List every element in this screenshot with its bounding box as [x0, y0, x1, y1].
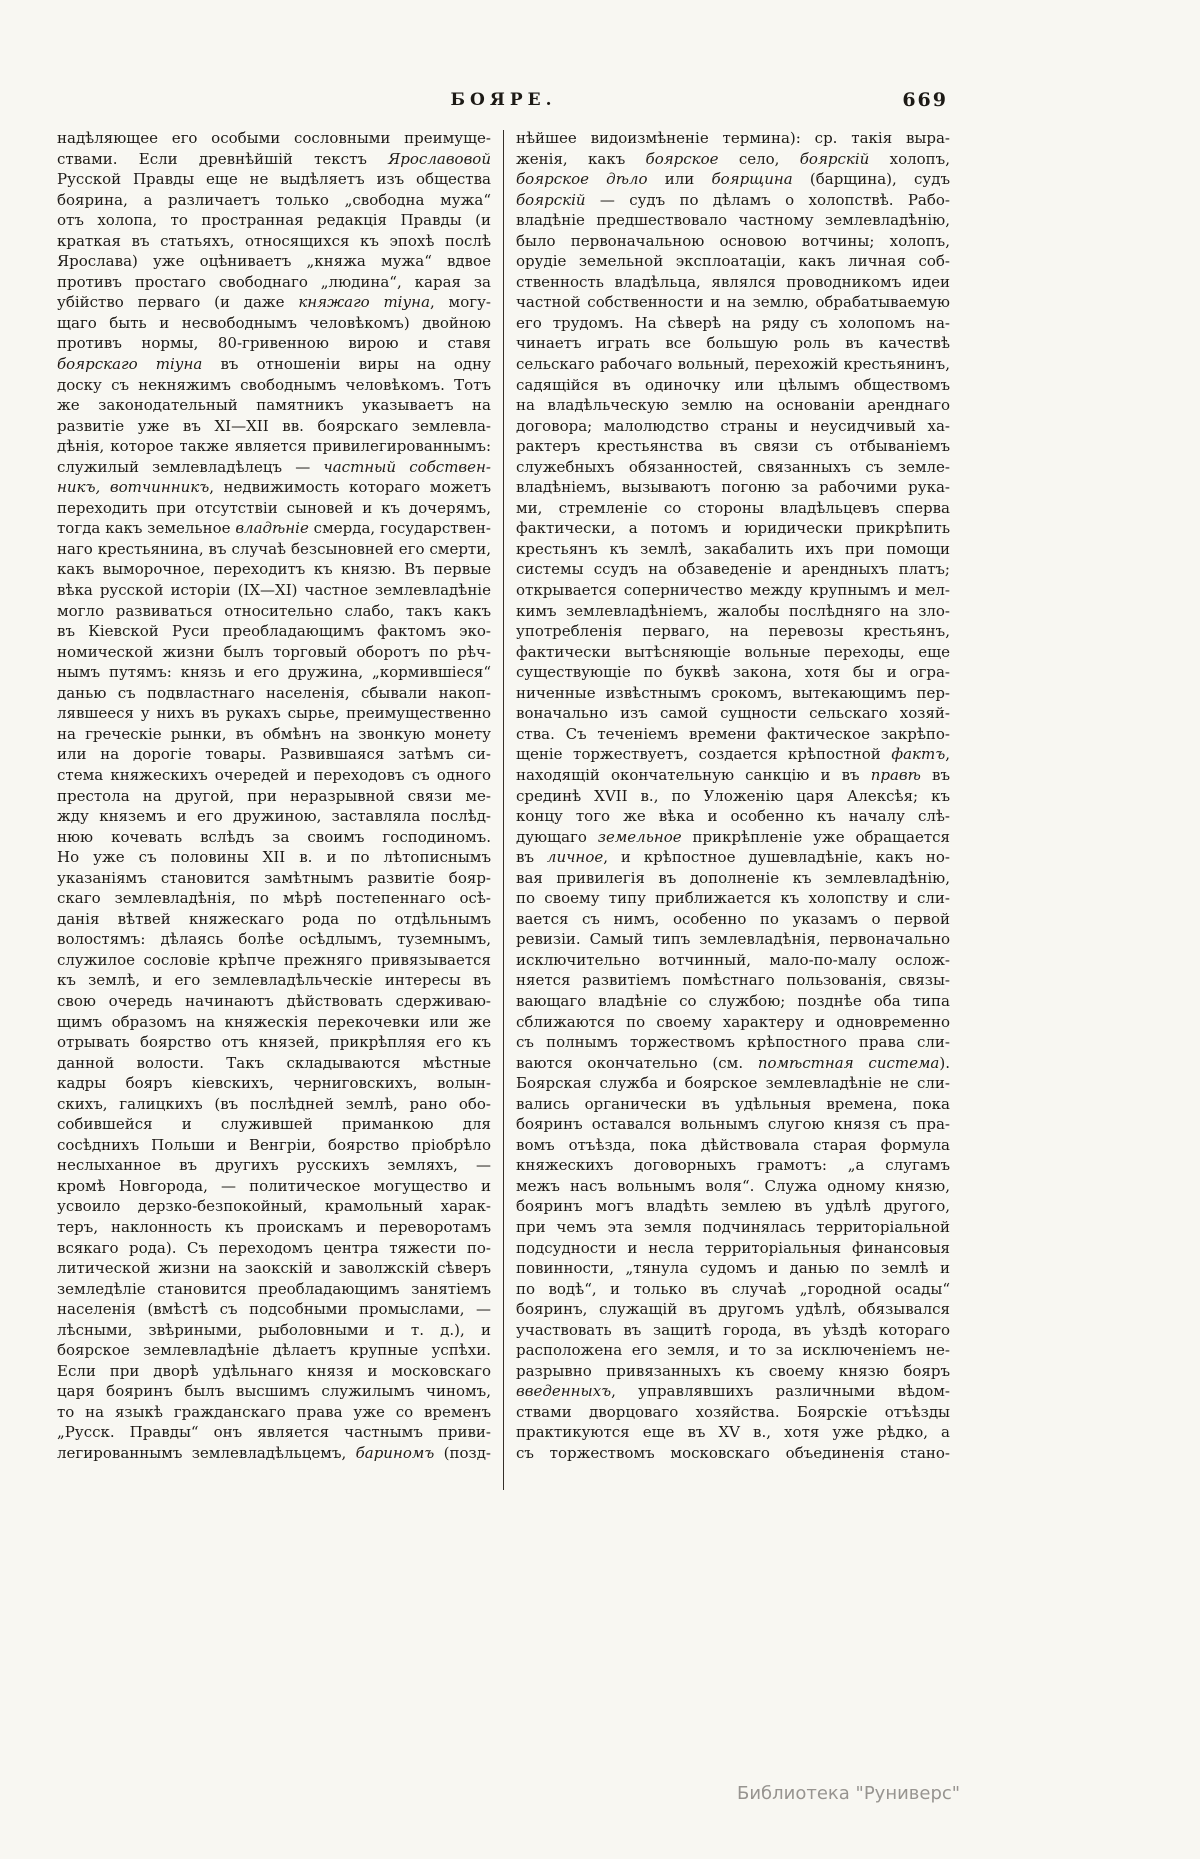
text-line: введенныхъ, управлявшихъ различными вѣдом-: [516, 1382, 950, 1401]
text-line: съ торжествомъ московскаго объединенія стано-: [516, 1444, 950, 1462]
library-watermark: Библиотека "Руниверс": [737, 1783, 961, 1804]
text-line: противъ нормы, 80-гривенною вирою и ставя: [57, 334, 491, 353]
text-line: номической жизни былъ торговый оборотъ по рѣч-: [57, 642, 491, 661]
text-line: кромѣ Новгорода, — политическое могущество и: [57, 1176, 491, 1195]
page-header-title: БОЯРЕ.: [450, 90, 557, 110]
text-line: отъ холопа, то пространная редакція Правды (и: [57, 211, 491, 230]
text-line: наго крестьянина, въ случаѣ безсыновней его смерти,: [57, 539, 491, 558]
left-column: [57, 128, 491, 1464]
text-line: находящій окончательную санкцію и въ правѣ въ: [516, 765, 950, 784]
text-line: могло развиваться относительно слабо, такъ какъ: [57, 601, 491, 620]
text-line: нѣйшее видоизмѣненіе термина): ср. такія выра-: [516, 129, 950, 147]
text-line: воначально изъ самой сущности сельскаго хозяй-: [516, 704, 950, 723]
text-line: владѣніе предшествовало частному землевладѣнію,: [516, 211, 950, 230]
text-line: собившейся и служившей приманкою для: [57, 1115, 491, 1134]
text-line: Если при дворѣ удѣльнаго князя и московскаго: [57, 1361, 491, 1380]
text-line: вая привилегія въ дополненіе къ землевладѣнію,: [516, 868, 950, 887]
text-line: царя бояринъ былъ высшимъ служилымъ чиномъ,: [57, 1382, 491, 1401]
text-line: участвовать въ защитѣ города, въ уѣздѣ котораго: [516, 1320, 950, 1339]
text-line: убійство перваго (и даже княжаго тіуна, могу-: [57, 293, 491, 312]
text-line: съ полнымъ торжествомъ крѣпостного права сли-: [516, 1033, 950, 1052]
text-line: было первоначальною основою вотчины; холопъ,: [516, 231, 950, 250]
text-line: лѣсными, звѣриными, рыболовными и т. д.), и: [57, 1320, 491, 1339]
text-line: ствами. Если древнѣйшій текстъ Ярославовой: [57, 149, 491, 168]
text-line: противъ простаго свободнаго „людина“, карая за: [57, 272, 491, 291]
text-line: вается съ нимъ, особенно по указамъ о первой: [516, 909, 950, 928]
text-line: концу того же вѣка и особенно къ началу слѣ-: [516, 807, 950, 826]
text-line: орудіе земельной эксплоатаціи, какъ личная соб-: [516, 252, 950, 271]
text-line: свою очередь начинаютъ дѣйствовать сдерживаю-: [57, 991, 491, 1010]
text-line: подсудности и несла территоріальныя финансовыя: [516, 1238, 950, 1257]
text-line: Но уже съ половины XII в. и по лѣтописнымъ: [57, 848, 491, 867]
text-line: боярское дѣло или боярщина (барщина), судъ: [516, 170, 951, 189]
text-line: въ личное, и крѣпостное душевладѣніе, какъ но-: [516, 848, 950, 867]
text-line: боярскій — судъ по дѣламъ о холопствѣ. Рабо-: [516, 190, 950, 209]
text-line: же законодательный памятникъ указываетъ на: [57, 396, 491, 415]
text-line: легированнымъ землевладѣльцемъ, бариномъ (позд-: [57, 1444, 491, 1462]
text-line: теръ, наклонность къ проискамъ и переворотамъ: [57, 1217, 491, 1236]
text-line: населенія (вмѣстѣ съ подсобными промыслами, —: [57, 1300, 491, 1319]
text-line: данью съ подвластнаго населенія, сбывали накоп-: [57, 683, 491, 702]
text-line: лявшееся у нихъ въ рукахъ сырье, преимущественно: [57, 704, 491, 723]
text-line: скаго землевладѣнія, по мѣрѣ постепеннаго осѣ-: [57, 889, 491, 908]
text-line: ревизіи. Самый типъ землевладѣнія, первоначально: [516, 930, 950, 949]
text-line: щимъ образомъ на княжескія перекочевки или же: [57, 1012, 491, 1031]
text-line: по водѣ“, и только въ случаѣ „городной осады“: [516, 1279, 950, 1298]
text-line: служебныхъ обязанностей, связанныхъ съ земле-: [516, 457, 950, 476]
column-divider: [503, 130, 504, 1490]
text-line: нюю кочевать вслѣдъ за своимъ господиномъ.: [57, 827, 491, 846]
text-line: дующаго земельное прикрѣпленіе уже обращается: [516, 827, 950, 846]
page-header: [57, 90, 950, 116]
text-line: ства. Съ теченіемъ времени фактическое закрѣпо-: [516, 724, 950, 743]
text-line: межъ насъ вольнымъ воля“. Служа одному князю,: [516, 1176, 950, 1195]
text-line: договора; малолюдство страны и неусидчивый ха-: [516, 416, 950, 435]
text-line: повинности, „тянула судомъ и данью по землѣ и: [516, 1259, 950, 1278]
text-line: ваются окончательно (см. помѣстная система).: [516, 1053, 950, 1072]
text-line: существующіе по буквѣ закона, хотя бы и огра-: [516, 663, 950, 682]
text-line: ствами дворцоваго хозяйства. Боярскіе отъѣзды: [516, 1402, 950, 1421]
text-line: боярина, а различаетъ только „свободна мужа“: [57, 190, 491, 209]
text-line: доску съ некняжимъ свободнымъ человѣкомъ. Тотъ: [57, 375, 491, 394]
text-line: щаго быть и несвободнымъ человѣкомъ) двойною: [57, 313, 491, 332]
text-line: Русской Правды еще не выдѣляетъ изъ общества: [57, 170, 491, 189]
text-line: неслыханное въ другихъ русскихъ земляхъ, —: [57, 1156, 491, 1175]
text-line: кадры бояръ кіевскихъ, черниговскихъ, волын-: [57, 1074, 491, 1093]
text-line: при чемъ эта земля подчинялась территоріальной: [516, 1217, 950, 1236]
text-line: какъ выморочное, переходитъ къ князю. Въ первые: [57, 560, 491, 579]
text-line: бояринъ, служащій въ другомъ удѣлѣ, обязывался: [516, 1300, 950, 1319]
text-line: вѣка русской исторіи (IX—XI) частное землевладѣніе: [57, 581, 491, 600]
text-line: сближаются по своему характеру и одновременно: [516, 1012, 950, 1031]
text-line: нымъ путямъ: князь и его дружина, „кормившіеся“: [57, 663, 491, 682]
text-line: частной собственности и на землю, обрабатываемую: [516, 293, 950, 312]
text-line: срединѣ XVII в., по Уложенію царя Алексѣя; къ: [516, 786, 950, 805]
text-line: всякаго рода). Съ переходомъ центра тяжести по-: [57, 1238, 491, 1257]
text-line: фактически, а потомъ и юридически прикрѣпить: [516, 519, 950, 538]
text-line: служилое сословіе крѣпче прежняго привязывается: [57, 950, 491, 969]
text-line: крестьянъ къ землѣ, закабалить ихъ при помощи: [516, 539, 950, 558]
text-line: сосѣднихъ Польши и Венгріи, боярство пріобрѣло: [57, 1135, 491, 1154]
text-line: кимъ землевладѣніемъ, жалобы послѣдняго на зло-: [516, 601, 950, 620]
text-line: литической жизни на заокскій и заволжскій сѣверъ: [57, 1259, 491, 1278]
text-line: щеніе торжествуетъ, создается крѣпостной фактъ,: [516, 745, 950, 764]
text-line: ственность владѣльца, являлся проводникомъ идеи: [516, 272, 950, 291]
text-line: вомъ отъѣзда, пока дѣйствовала старая формула: [516, 1135, 950, 1154]
text-line: развитіе уже въ XI—XII вв. боярскаго землевла-: [57, 416, 491, 435]
text-line: волостямъ: дѣлаясь болѣе осѣдлымъ, туземнымъ,: [57, 930, 491, 949]
text-line: то на языкѣ гражданскаго права уже со временъ: [57, 1402, 491, 1421]
text-line: исключительно вотчинный, мало-по-малу ослож-: [516, 950, 950, 969]
text-line: бояринъ могъ владѣть землею въ удѣлѣ другого,: [516, 1197, 950, 1216]
right-column: [516, 128, 950, 1464]
text-line: „Русск. Правды“ онъ является частнымъ приви-: [57, 1423, 491, 1442]
text-line: ниченные извѣстнымъ срокомъ, вытекающимъ пер-: [516, 683, 950, 702]
text-line: фактически вытѣсняющіе вольные переходы, еще: [516, 642, 950, 661]
text-line: системы ссудъ на обзаведеніе и арендныхъ платъ;: [516, 560, 950, 579]
page-number: 669: [902, 89, 948, 111]
text-line: чинаетъ играть все большую роль въ качествѣ: [516, 334, 950, 353]
text-line: бояринъ оставался вольнымъ слугою князя съ пра-: [516, 1115, 950, 1134]
text-line: престола на другой, при неразрывной связи ме-: [57, 786, 491, 805]
article-body: [57, 128, 950, 1490]
text-line: сельскаго рабочаго вольный, перехожій крестьянинъ,: [516, 355, 950, 374]
text-line: къ землѣ, и его землевладѣльческіе интересы въ: [57, 971, 491, 990]
text-line: няется развитіемъ помѣстнаго пользованія, связы-: [516, 971, 950, 990]
text-line: или на дорогіе товары. Развившаяся затѣмъ си-: [57, 745, 491, 764]
text-line: его трудомъ. На сѣверѣ на ряду съ холопомъ на-: [516, 313, 950, 332]
text-line: княжескихъ договорныхъ грамотъ: „а слугамъ: [516, 1156, 950, 1175]
text-line: по своему типу приближается къ холопству и сли-: [516, 889, 950, 908]
text-line: усвоило дерзко-безпокойный, крамольный харак-: [57, 1197, 491, 1216]
text-line: на владѣльческую землю на основаніи аренднаго: [516, 396, 950, 415]
text-line: переходить при отсутствіи сыновей и къ дочерямъ,: [57, 498, 491, 517]
text-line: стема княжескихъ очередей и переходовъ съ одного: [57, 765, 491, 784]
text-line: рактеръ крестьянства въ связи съ отбываніемъ: [516, 437, 950, 456]
text-line: надѣляющее его особыми сословными преимуще-: [57, 129, 491, 147]
text-line: скихъ, галицкихъ (въ послѣдней землѣ, рано обо-: [57, 1094, 491, 1113]
text-line: на греческіе рынки, въ обмѣнъ на звонкую монету: [57, 724, 491, 743]
text-line: употребленія перваго, на перевозы крестьянъ,: [516, 622, 950, 641]
text-line: ми, стремленіе со стороны владѣльцевъ сперва: [516, 498, 950, 517]
text-line: расположена его земля, и то за исключеніемъ не-: [516, 1341, 950, 1360]
text-line: отрывать боярство отъ князей, прикрѣпляя его къ: [57, 1033, 491, 1052]
text-line: земледѣліе становится преобладающимъ занятіемъ: [57, 1279, 491, 1298]
text-line: тогда какъ земельное владѣніе смерда, государствен-: [57, 519, 491, 538]
text-line: Ярослава) уже оцѣниваетъ „княжа мужа“ вдвое: [57, 252, 491, 271]
text-line: женія, какъ боярское село, боярскій холопъ,: [516, 149, 950, 168]
text-line: вались органически въ удѣльныя времена, пока: [516, 1094, 950, 1113]
text-line: практикуются еще въ XV в., хотя уже рѣдко, а: [516, 1423, 950, 1442]
text-line: боярскаго тіуна въ отношеніи виры на одну: [57, 355, 491, 374]
text-line: въ Кіевской Руси преобладающимъ фактомъ эко-: [57, 622, 491, 641]
text-line: краткая въ статьяхъ, относящихся къ эпохѣ послѣ: [57, 231, 491, 250]
text-line: садящійся въ одиночку или цѣлымъ обществомъ: [516, 375, 950, 394]
text-line: разрывно привязанныхъ къ своему князю бояръ: [516, 1361, 950, 1380]
text-line: боярское землевладѣніе дѣлаетъ крупные успѣхи.: [57, 1341, 491, 1360]
text-line: никъ, вотчинникъ, недвижимость котораго можетъ: [57, 478, 491, 497]
text-line: дѣнія, которое также является привилегированнымъ:: [57, 437, 491, 456]
text-line: владѣніемъ, вызываютъ погоню за рабочими рука-: [516, 478, 950, 497]
text-line: данной волости. Такъ складываются мѣстные: [57, 1053, 491, 1072]
text-line: жду княземъ и его дружиною, заставляла послѣд-: [57, 807, 491, 826]
text-line: данія вѣтвей княжескаго рода по отдѣльнымъ: [57, 909, 491, 928]
text-line: указаніямъ становится замѣтнымъ развитіе бояр-: [57, 868, 491, 887]
text-line: вающаго владѣніе со службою; позднѣе оба типа: [516, 991, 950, 1010]
text-line: служилый землевладѣлецъ — частный собствен-: [57, 457, 491, 476]
text-line: открывается соперничество между крупнымъ и мел-: [516, 581, 950, 600]
text-line: Боярская служба и боярское землевладѣніе не сли-: [516, 1074, 950, 1093]
